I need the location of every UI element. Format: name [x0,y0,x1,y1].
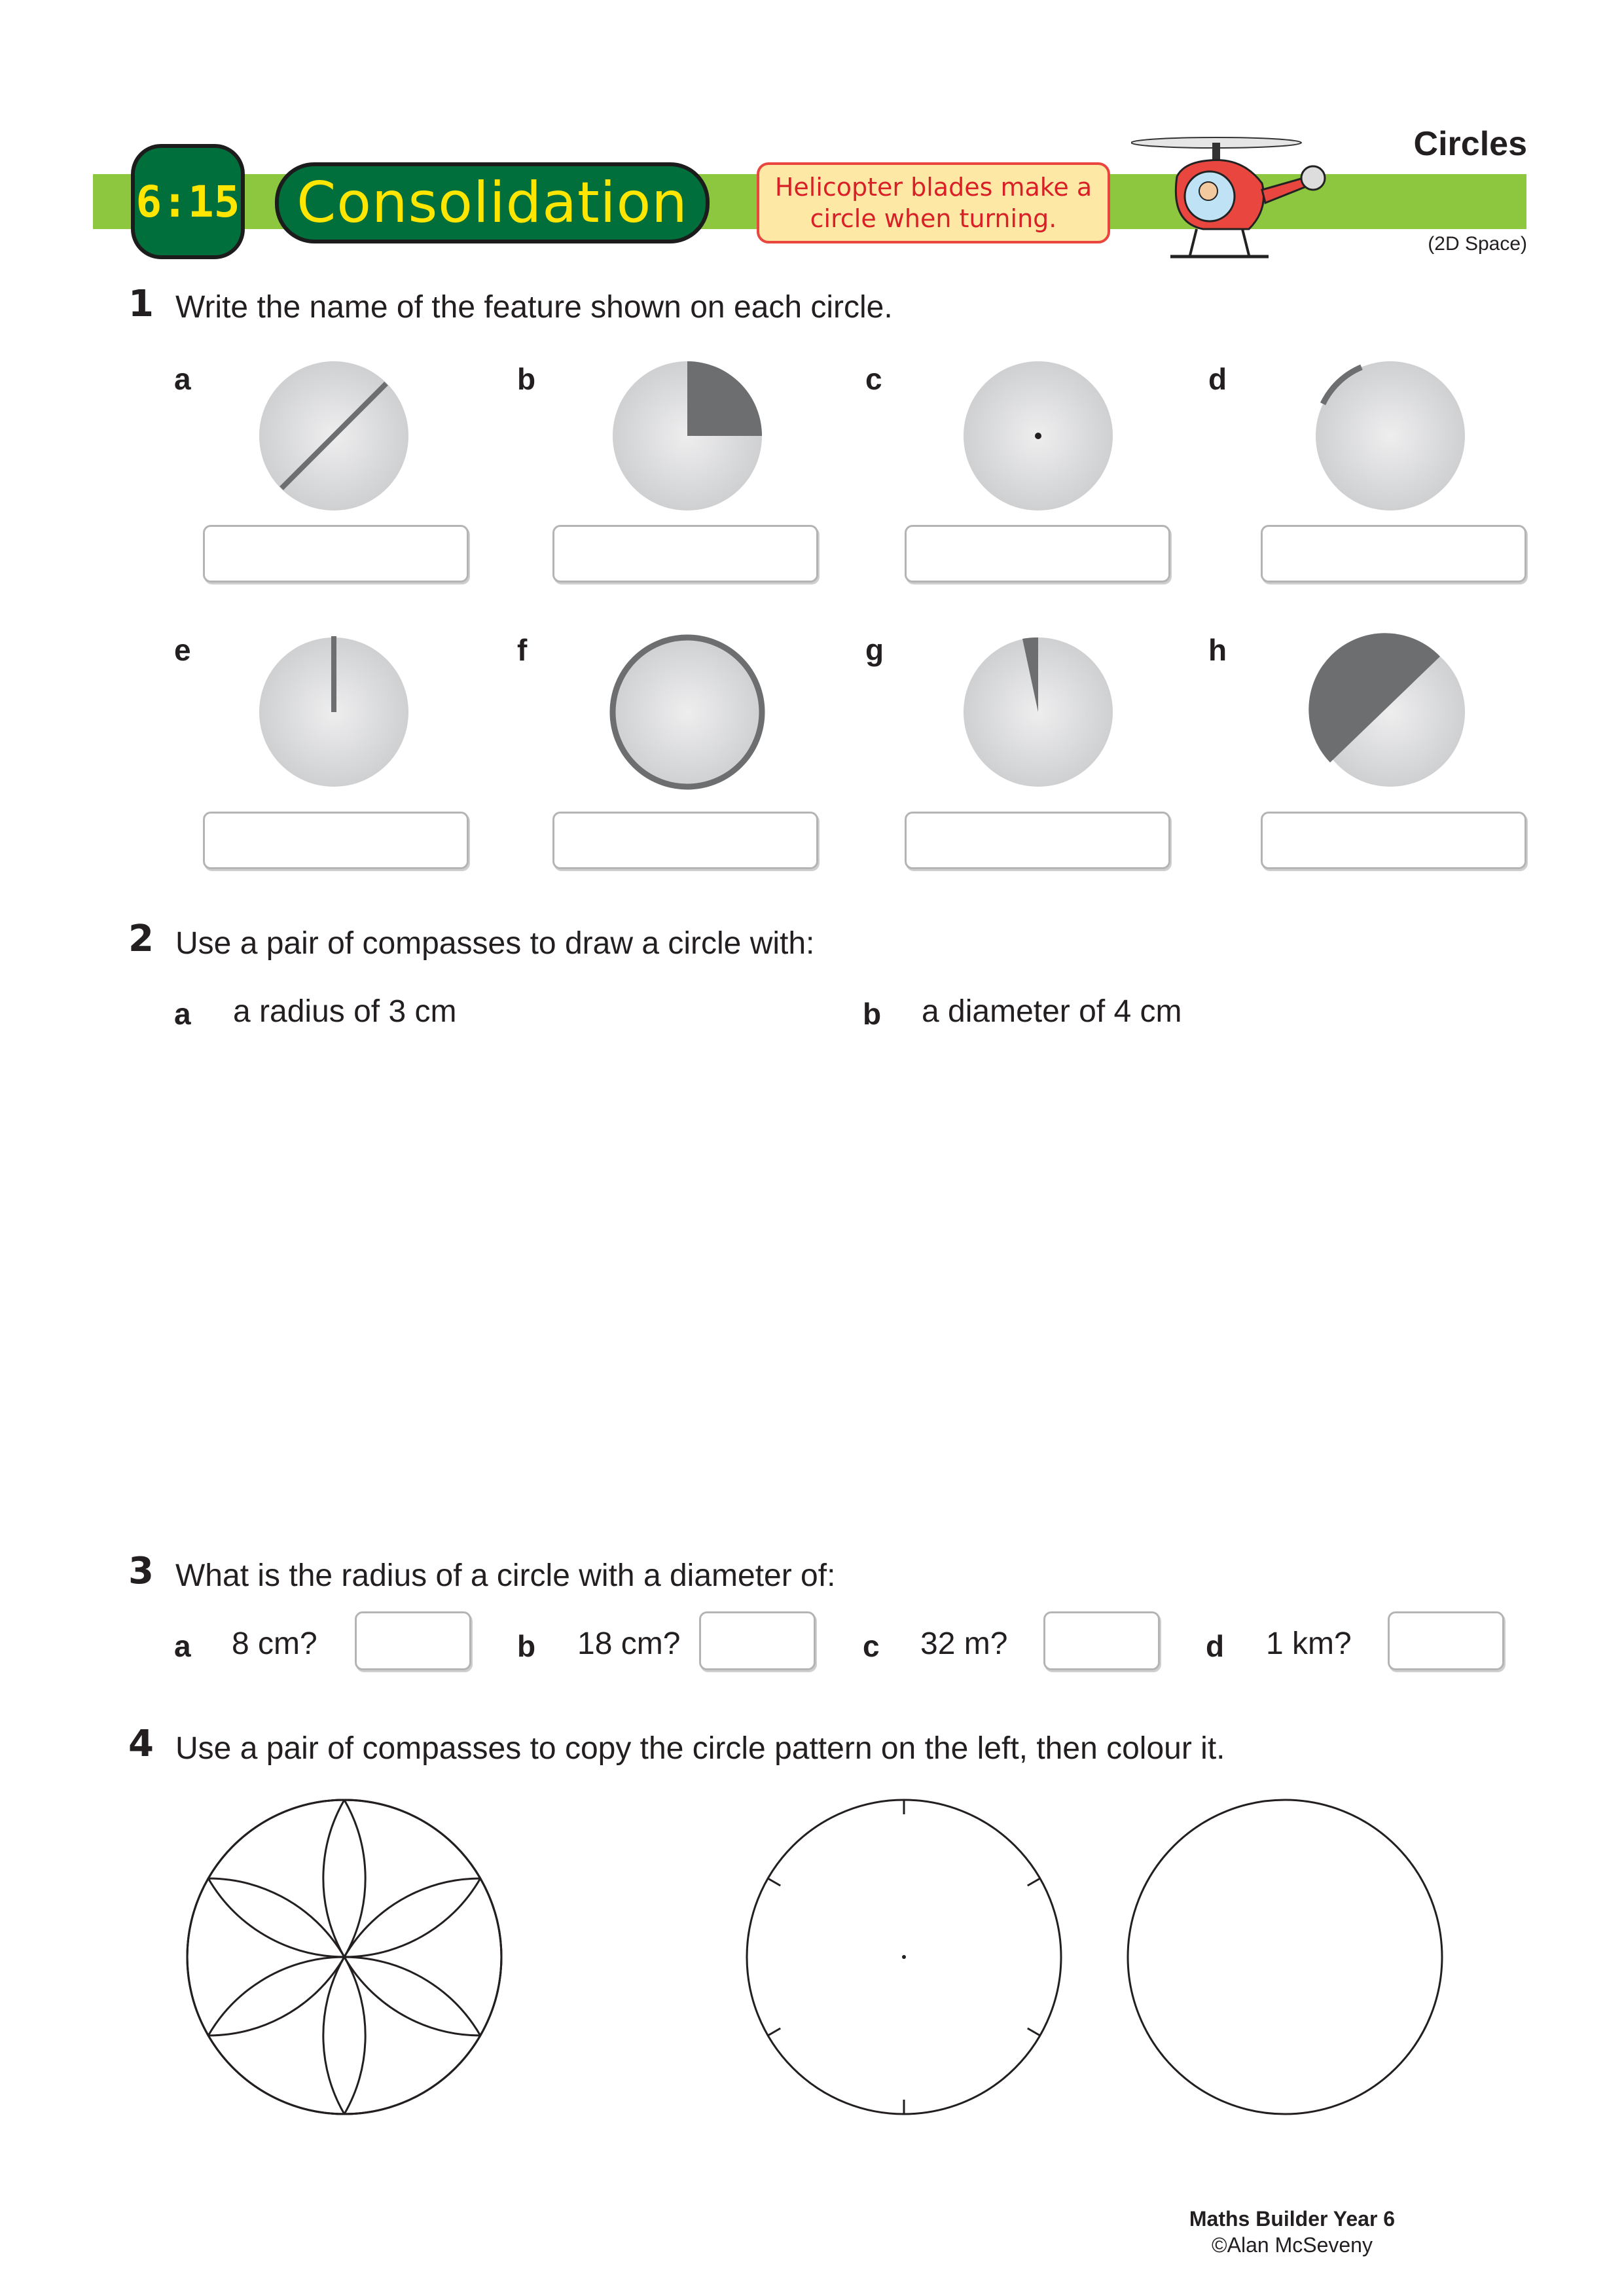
q1-part-h-label: h [1208,633,1227,667]
q3-part-c-value: 32 m? [920,1626,1008,1661]
q2-number: 2 [128,918,154,960]
template-tick-mark [1028,1878,1040,1886]
q1h-answer-box[interactable] [1261,812,1526,869]
fact-line-1: Helicopter blades make a [774,173,1092,202]
lesson-number: 6:15 [135,176,240,227]
q1g-answer-box[interactable] [905,812,1170,869]
circle-d-arc [1316,361,1465,511]
circle-c-centre [964,361,1113,511]
q2-text: Use a pair of compasses to draw a circle with: [175,926,815,961]
footer-copyright: ©Alan McSeveny [1212,2233,1373,2257]
q3-text: What is the radius of a circle with a diameter of: [175,1558,836,1593]
template-tick-mark [768,2028,780,2036]
q1-part-f-label: f [517,633,528,667]
pattern-arc [208,1878,365,2114]
q1-part-a-label: a [174,362,191,396]
lesson-title: Consolidation [297,170,688,236]
q1-part-d-label: d [1208,362,1227,396]
q3-part-d-label: d [1206,1629,1225,1663]
q3-number: 3 [128,1550,154,1592]
pattern-arc [208,1800,480,1878]
pattern-arc [208,1800,365,2036]
blank-copy-circle[interactable] [1128,1800,1442,2114]
template-tick-mark [768,1878,780,1886]
pattern-arc [187,1800,344,2036]
q1-part-b-label: b [517,362,536,396]
pattern-arc [323,1878,480,2114]
q1f-answer-box[interactable] [552,812,818,869]
pattern-arc [344,1800,501,2036]
q4-circle-patterns [0,1767,1624,2134]
pattern-arc [344,1878,501,2114]
q4-text: Use a pair of compasses to copy the circle pattern on the left, then colour it. [175,1731,1225,1766]
q4-number: 4 [128,1723,154,1765]
q1a-answer-box[interactable] [203,525,469,583]
q1-circle-figures [0,0,1624,916]
strand-label: (2D Space) [1428,233,1527,255]
topic-title: Circles [1413,125,1527,163]
q3-part-a-label: a [174,1629,191,1663]
q3-part-b-value: 18 cm? [577,1626,681,1661]
q1c-answer-box[interactable] [905,525,1170,583]
q1-part-c-label: c [865,362,882,396]
template-centre-dot [902,1955,906,1959]
q2-part-a-text: a radius of 3 cm [233,994,457,1029]
q3-part-c-label: c [863,1629,880,1663]
q3-part-d-value: 1 km? [1266,1626,1352,1661]
q2-drawing-area[interactable] [118,1041,1525,1532]
pattern-arc [208,1878,480,1957]
circle-h-segment [1308,633,1465,787]
q1-number: 1 [128,283,154,325]
q3-part-b-label: b [517,1629,536,1663]
pattern-arc [208,1957,480,2036]
q2-part-a-label: a [174,997,191,1031]
q1-part-e-label: e [174,633,191,667]
q3a-answer-box[interactable] [355,1611,471,1670]
q3d-answer-box[interactable] [1388,1611,1504,1670]
q3b-answer-box[interactable] [699,1611,816,1670]
q2-part-b-label: b [863,997,882,1031]
circle-a-diameter [259,361,408,511]
pattern-arc [323,1800,480,2036]
circle-g-narrow-sector [964,637,1113,787]
q3c-answer-box[interactable] [1043,1611,1160,1670]
flower-pattern-circle [187,1800,501,2114]
pattern-arc [187,1878,344,2114]
q1-part-g-label: g [865,633,884,667]
footer-book-title: Maths Builder Year 6 [1189,2207,1396,2231]
q3-part-a-value: 8 cm? [232,1626,317,1661]
q1e-answer-box[interactable] [203,812,469,869]
q1-text: Write the name of the feature shown on each circle. [175,290,893,325]
pattern-arc [208,2036,480,2114]
marked-template-circle [747,1800,1061,2114]
fact-line-2: circle when turning. [810,204,1057,233]
circle-b-sector [613,361,762,511]
q1b-answer-box[interactable] [552,525,818,583]
template-tick-mark [1028,2028,1040,2036]
q2-part-b-text: a diameter of 4 cm [922,994,1182,1029]
circle-e-radius [259,636,408,787]
circle-f-circumference [613,637,762,787]
q1d-answer-box[interactable] [1261,525,1526,583]
